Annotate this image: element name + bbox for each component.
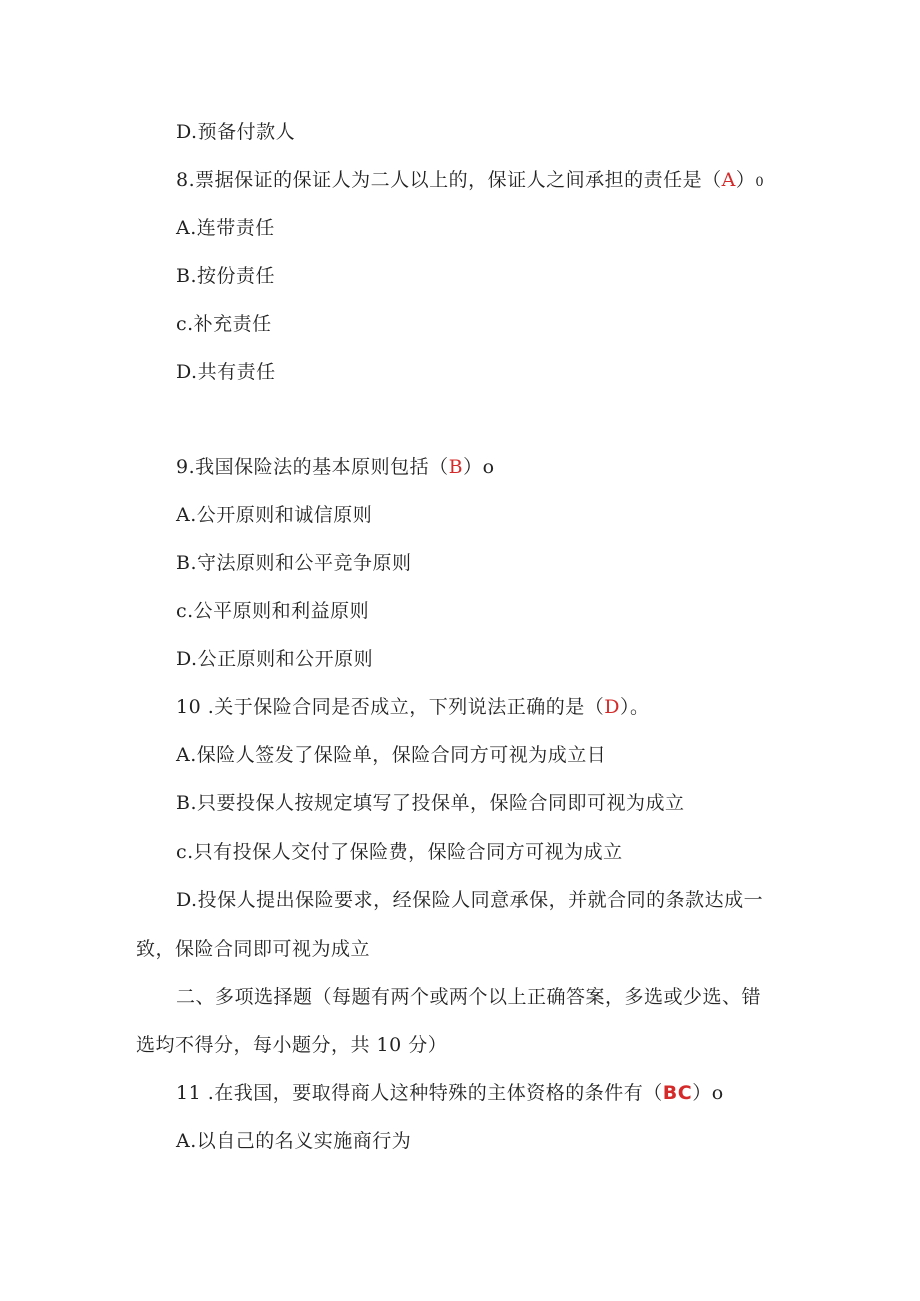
- option-c-q8: c.补充责任: [176, 313, 272, 335]
- option-c-q10: c.只有投保人交付了保险费，保险合同方可视为成立: [176, 841, 623, 863]
- option-b-q10: B.只要投保人按规定填写了投保单，保险合同即可视为成立: [176, 792, 685, 814]
- section-2-heading-line1: 二、多项选择题（每题有两个或两个以上正确答案，多选或少选、错: [176, 986, 762, 1008]
- option-c-q9: c.公平原则和利益原则: [176, 600, 370, 622]
- option-b-q8: B.按份责任: [176, 265, 276, 287]
- question-11: 11 .在我国，要取得商人这种特殊的主体资格的条件有（BC）o: [176, 1082, 724, 1104]
- answer-q11: BC: [662, 1082, 693, 1104]
- option-d-q9: D.公正原则和公开原则: [176, 648, 374, 670]
- option-a-q8: A.连带责任: [176, 217, 275, 239]
- option-d-q8: D.共有责任: [176, 361, 276, 383]
- section-2-heading-line2: 选均不得分，每小题分，共 10 分）: [136, 1034, 448, 1056]
- option-d-q10-line2: 致，保险合同即可视为成立: [136, 938, 371, 960]
- option-d-q10-line1: D.投保人提出保险要求，经保险人同意承保，并就合同的条款达成一: [176, 889, 764, 911]
- question-8: 8.票据保证的保证人为二人以上的，保证人之间承担的责任是（A）0: [176, 169, 765, 191]
- option-b-q9: B.守法原则和公平竞争原则: [176, 552, 412, 574]
- option-a-q11: A.以自己的名义实施商行为: [176, 1130, 412, 1152]
- answer-q10: D: [604, 696, 620, 718]
- option-d-q7: D.预备付款人: [176, 121, 296, 143]
- option-a-q10: A.保险人签发了保险单，保险合同方可视为成立日: [176, 744, 607, 766]
- question-10: 10 .关于保险合同是否成立，下列说法正确的是（D）。: [176, 696, 650, 718]
- answer-q8: A: [721, 169, 736, 191]
- question-9: 9.我国保险法的基本原则包括（B）o: [176, 456, 495, 478]
- option-a-q9: A.公开原则和诚信原则: [176, 504, 373, 526]
- answer-q9: B: [448, 456, 464, 478]
